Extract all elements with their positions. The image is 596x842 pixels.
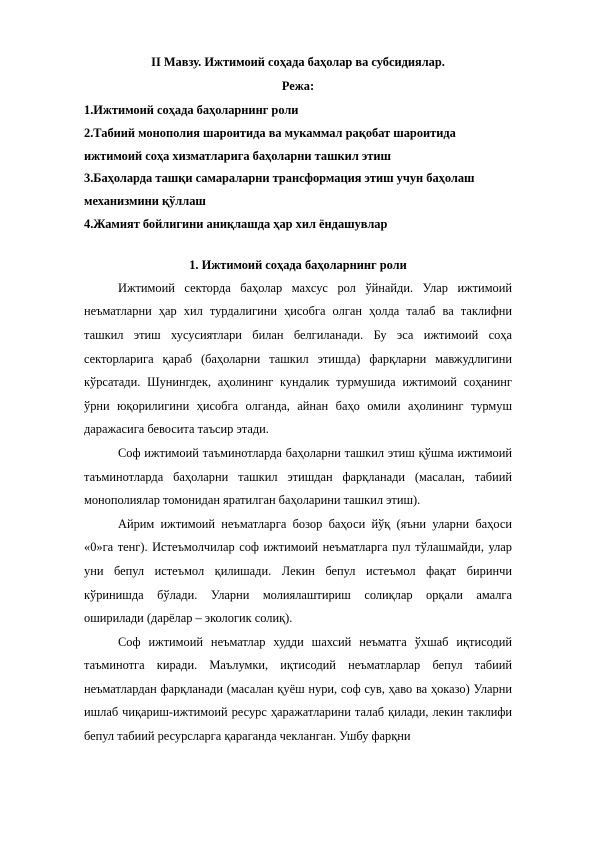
plan-list [84, 99, 512, 236]
section-heading: 1. Ижтимоий соҳада баҳоларнинг роли [189, 257, 407, 272]
body-paragraph: Ижтимоий секторда баҳолар махсус рол ўйнайди. Улар ижтимоий неъматларни ҳар хил турдалигини ҳисобга олган ҳолда талаб ва таклифни ташкил этиш хусусиятлари билан белгиланади. Бу эса ижтимоий соҳа секторларига қараб (баҳоларни ташкил этишда) фарқларни мавжудлигини кўрсатади. Шунингдек, аҳолининг кундалик турмушида ижтимоий соҳанинг ўрни юқорилигини ҳисобга олганда, айнан баҳо омили аҳолининг турмуш даражасига бевосита таъсир этади. [84, 280, 512, 437]
plan-item: 4.Жамият бойлигини аниқлашда ҳар хил ёндашувлар [84, 216, 388, 231]
plan-item: 2.Табиий монополия шароитида ва мукаммал рақобат шароитида ижтимоий соҳа хизматларига баҳоларни ташкил этиш [84, 125, 456, 163]
document-title: II Мавзу. Ижтимоий соҳада баҳолар ва субсидиялар. [151, 55, 445, 69]
body-paragraph: Соф ижтимоий таъминотларда баҳоларни ташкил этиш қўшма ижтимоий таъминотларда баҳоларни ташкил этишдан фарқланади (масалан, табиий монополиялар томонидан яратилган баҳоларини ташкил этиш). [84, 445, 512, 508]
plan-item: 3.Баҳоларда ташқи самараларни трансформация этиш учун баҳолаш механизмини қўллаш [84, 171, 475, 209]
plan-item: 1.Ижтимоий соҳада баҳоларнинг роли [84, 103, 299, 117]
body-paragraph: Соф ижтимоий неъматлар худди шахсий неъматга ўхшаб иқтисодий таъминотга киради. Маълумки, иқтисодий неъматларлар бепул табиий неъматлардан фарқланади (масалан қуёш нури, соф сув, ҳаво ва ҳоказо) Уларни ишлаб чиқариш-ижтимоий ресурс ҳаражатларини талаб қилади, лекин таклифи бепул табиий ресурсларга қараганда чекланган. Ушбу фарқни [84, 634, 512, 744]
plan-heading: Режа: [281, 79, 315, 93]
body-paragraph: Айрим ижтимоий неъматларга бозор баҳоси йўқ (яъни уларни баҳоси «0»га тенг). Истеъмолчилар соф ижтимоий неъматларга пул тўлашмайди, улар уни бепул истеъмол қилишади. Лекин бепул истеъмол фақат биринчи кўринишда бўлади. Уларни молиялаштириш солиқлар орқали амалга оширилади (дарёлар – экологик солиқ). [84, 516, 512, 626]
